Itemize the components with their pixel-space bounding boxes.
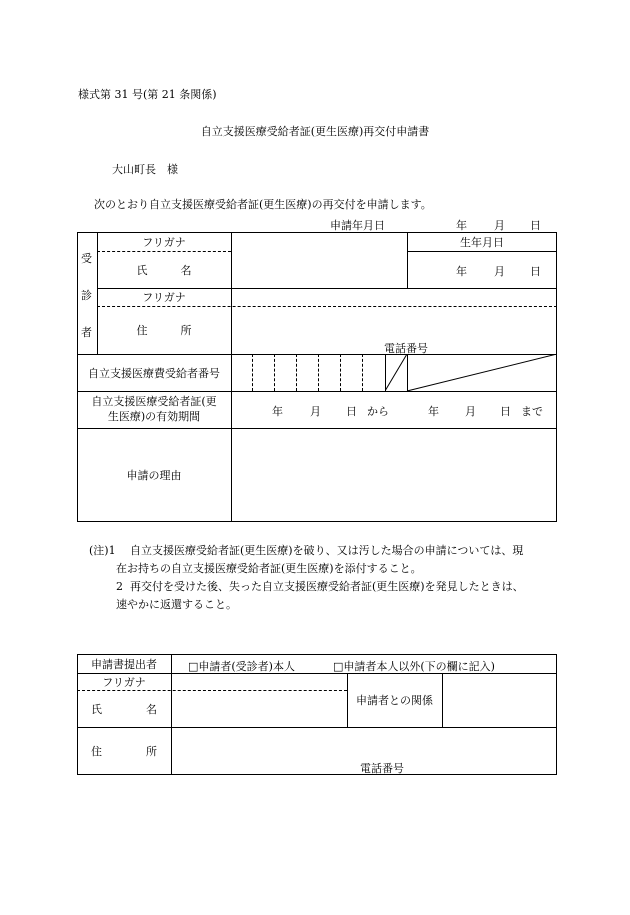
submitter-furigana-label: フリガナ — [102, 675, 146, 689]
patient-birthdate-label: 生年月日 — [460, 235, 504, 249]
patient-label-3: 者 — [81, 326, 92, 339]
form-number: 様式第 31 号(第 21 条関係) — [78, 88, 217, 101]
app-date-month: 月 — [494, 219, 505, 232]
addressee: 大山町長 様 — [112, 163, 178, 176]
note-2-prefix: 2 — [116, 580, 123, 593]
validity-from-day: 日 — [346, 405, 357, 418]
submitter-phone-label: 電話番号 — [360, 762, 404, 775]
submitter-option-other[interactable]: □申請者本人以外(下の欄に記入) — [333, 660, 495, 673]
intro-text: 次のとおり自立支援医療受給者証(更生医療)の再交付を申請します。 — [94, 198, 432, 211]
reason-label: 申請の理由 — [126, 469, 182, 482]
submitter-address-label: 住 所 — [91, 745, 157, 758]
note-1-prefix: (注)1 — [89, 544, 116, 557]
page-title: 自立支援医療受給者証(更生医療)再交付申請書 — [200, 125, 430, 138]
patient-name-label: 氏 名 — [136, 263, 192, 277]
submitter-name-label: 氏 名 — [91, 702, 157, 716]
birth-day: 日 — [530, 265, 541, 278]
validity-from-text: から — [367, 405, 389, 418]
note-1-line2: 在お持ちの自立支援医療受給者証(更生医療)を添付すること。 — [116, 562, 422, 575]
validity-until-year: 年 — [428, 405, 439, 418]
validity-until-month: 月 — [465, 405, 476, 418]
submitter-relation-label: 申請者との関係 — [356, 694, 433, 707]
app-date-day: 日 — [530, 219, 541, 232]
patient-label-2: 診 — [81, 289, 92, 302]
validity-until-day: 日 — [500, 405, 511, 418]
note-1-line1: 自立支援医療受給者証(更生医療)を破り、又は汚した場合の申請については、現 — [130, 544, 524, 557]
birth-month: 月 — [494, 265, 505, 278]
patient-furigana2-label: フリガナ — [142, 291, 186, 304]
submitter-option-self[interactable]: □申請者(受診者)本人 — [188, 660, 295, 673]
birth-year: 年 — [456, 265, 467, 278]
validity-label — [77, 394, 231, 424]
cert-number-label: 自立支援医療費受給者番号 — [88, 366, 220, 380]
validity-label-line1: 自立支援医療受給者証(更 — [91, 395, 217, 408]
application-date-label: 申請年月日 — [330, 219, 385, 232]
patient-address-label: 住 所 — [136, 324, 192, 337]
validity-label-line2: 生医療)の有効期間 — [107, 410, 201, 423]
validity-from-month: 月 — [310, 405, 321, 418]
patient-label-1: 受 — [81, 252, 92, 265]
validity-until-text: まで — [521, 405, 543, 418]
note-2-line1: 再交付を受けた後、失った自立支援医療受給者証(更生医療)を発見したときは、 — [130, 580, 524, 593]
patient-furigana-label: フリガナ — [142, 235, 186, 249]
app-date-year: 年 — [456, 219, 467, 232]
patient-phone-label: 電話番号 — [384, 342, 428, 355]
validity-from-year: 年 — [272, 405, 283, 418]
submitter-label: 申請書提出者 — [91, 657, 157, 671]
note-2-line2: 速やかに返還すること。 — [116, 598, 237, 611]
cert-number-slash — [385, 354, 557, 392]
